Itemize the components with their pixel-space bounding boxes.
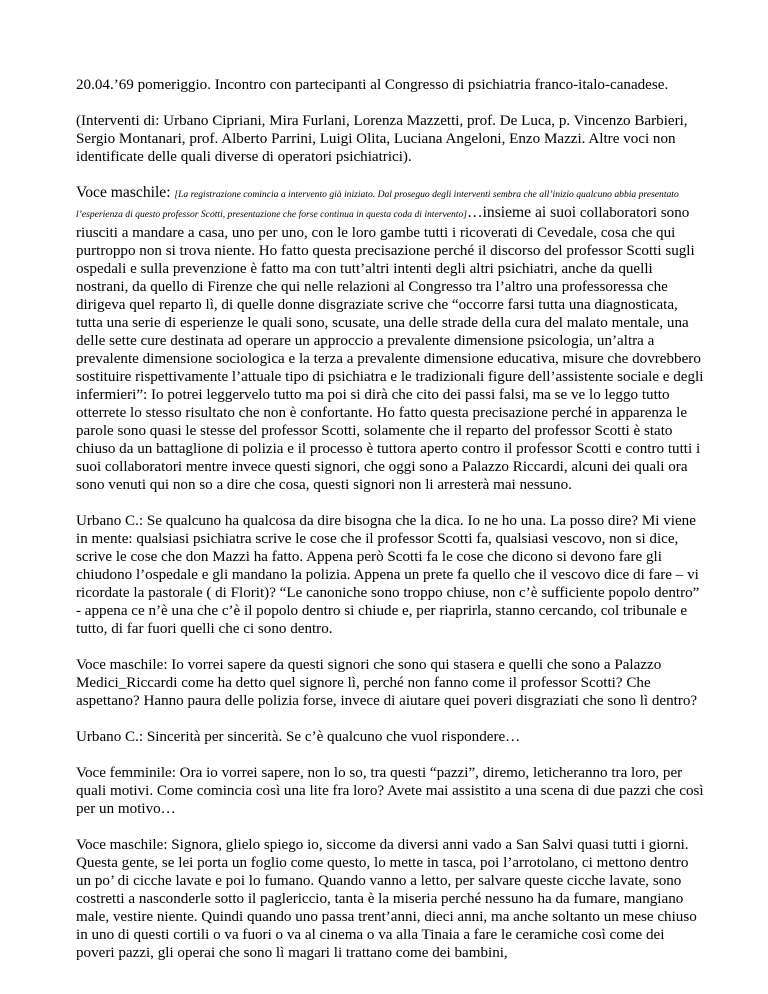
paragraph-voce-maschile-2: Voce maschile: Io vorrei sapere da questi signori che sono qui stasera e quelli che sono a Palazzo Medici_Riccardi come ha detto quel signore lì, perché non fanno come il professor Scotti? Che aspettano? Hanno paura delle polizia forse, invece di aiutare quei poveri disgraziati che sono lì dentro? (76, 657, 698, 709)
participants-paragraph: (Interventi di: Urbano Cipriani, Mira Furlani, Lorenza Mazzetti, prof. De Luca, p. Vincenzo Barbieri, Sergio Montanari, prof. Alberto Parrini, Luigi Olita, Luciana Angeloni, Enzo Mazzi. Altre voci non identificate delle quali diverse di operatori psichiatrici). (76, 113, 688, 165)
editor-note-open: [ (174, 189, 179, 200)
paragraph-voce-femminile: Voce femminile: Ora io vorrei sapere, non lo so, tra questi “pazzi”, diremo, leticheranno tra loro, per quali motivi. Come comincia così una lite fra loro? Avete mai assistito a una scena di due pazzi che così per un motivo… (76, 765, 704, 817)
paragraph-urbano-1: Urbano C.: Se qualcuno ha qualcosa da dire bisogna che la dica. Io ne ho una. La posso dire? Mi viene in mente: qualsiasi psichiatra scrive le cose che il professor Scotti fa, qualsiasi vescovo, non si dice, scrive le cose che don Mazzi ha fatto. Appena però Scotti fa le cose che dicono si devono fare gli chiudono l’ospedale e gli mandano la polizia. Appena un prete fa quello che il vescovo dice di fare – vi ricordate la pastorale ( di Florit)? “Le canoniche sono troppo chiuse, non c’è sufficiente popolo dentro” - appena ce n’è una che c’è il popolo dentro si chiude e, per riaprirla, stanno cercando, col tribunale e tutto, di far fuori quelli che ci sono dentro. (76, 513, 700, 637)
paragraph-urbano-2: Urbano C.: Sincerità per sincerità. Se c’è qualcuno che vuol rispondere… (76, 729, 521, 745)
paragraph-voce-maschile-1 (76, 184, 706, 494)
paragraph-voce-maschile-3: Voce maschile: Signora, glielo spiego io, siccome da diversi anni vado a San Salvi quasi tutti i giorni. Questa gente, se lei porta un foglio come questo, lo mette in tasca, poi l’arrotolano, ci mettono dentro un po’ di cicche lavate e poi lo fumano. Quando vanno a letto, per salvare queste cicche lavate, sono costretti a nasconderle sotto il paglericcio, tanta è la miseria perché nessuno ha da fumare, mangiano male, vestire niente. Quindi quando uno passa trent’anni, dieci anni, ma anche soltanto un mese chiuso in uno di questi cortili o va fuori o va al cinema o va alla Tinaia a fare le ceramiche così come dei poveri pazzi, gli operai che sono lì magari li trattano come dei bambini, (76, 837, 697, 961)
speaker-label: Voce maschile: (76, 184, 171, 201)
paragraph-lead: …insieme ai suoi (466, 204, 577, 221)
document-page (76, 76, 706, 980)
editor-note: La registrazione comincia a intervento già iniziato. Dal proseguo degli interventi sembra che all’inizio qualcuno abbia presentato l’esperienza di questo professor Scotti, presentazione che forse continua in questa coda di intervento (76, 189, 679, 220)
editor-note-close: ] (463, 209, 467, 220)
document-header: 20.04.’69 pomeriggio. Incontro con partecipanti al Congresso di psichiatria franco-italo-canadese. (76, 77, 669, 93)
paragraph-body: collaboratori sono riusciti a mandare a casa, uno per uno, con le loro gambe tutti i ricoverati di Cevedale, cosa che qui purtroppo non si trova niente. Ho fatto questa precisazione perché il discorso del professor Scotti sugli ospedali e sulla prevenzione è fatto ma con tutt’altri intenti degli altri psichiatri, anche da quelli nostrani, da quello di Firenze che qui nelle relazioni al Congresso tra l’altro una professoressa che dirigeva quel reparto lì, di quelle donne disgraziate scrive che “occorre farsi tutta una diagnosticata, tutta una serie di esperienze le quali sono, scusate, una delle strade della cura del malato mentale, una delle sette cure destinata ad operare un approccio a prevalente dimensione psicologia, un’altra a prevalente dimensione sociologica e la terza a prevalente dimensione educativa, misure che dovrebbero sostituire rispettivamente l’attuale tipo di psichiatra e le tradizionali figure dell’assistente sociale e degli infermieri”: Io potrei leggervelo tutto ma poi si dirà che cito dei passi falsi, ma se ve lo leggo tutto otterrete lo stesso risultato che non è confortante. Ho fatto questa precisazione perché in apparenza le parole sono quasi le stesse del professor Scotti, solamente che il reparto del professor Scotti è stato chiuso da un battaglione di polizia e il processo è tuttora aperto contro il professor Scotti e contro tutti i suoi collaboratori mentre invece questi signori, che oggi sono a Palazzo Riccardi, alcuni dei quali ora sono venuti qui non so a dire che cosa, questi signori non li arresterà mai nessuno. (76, 205, 704, 493)
